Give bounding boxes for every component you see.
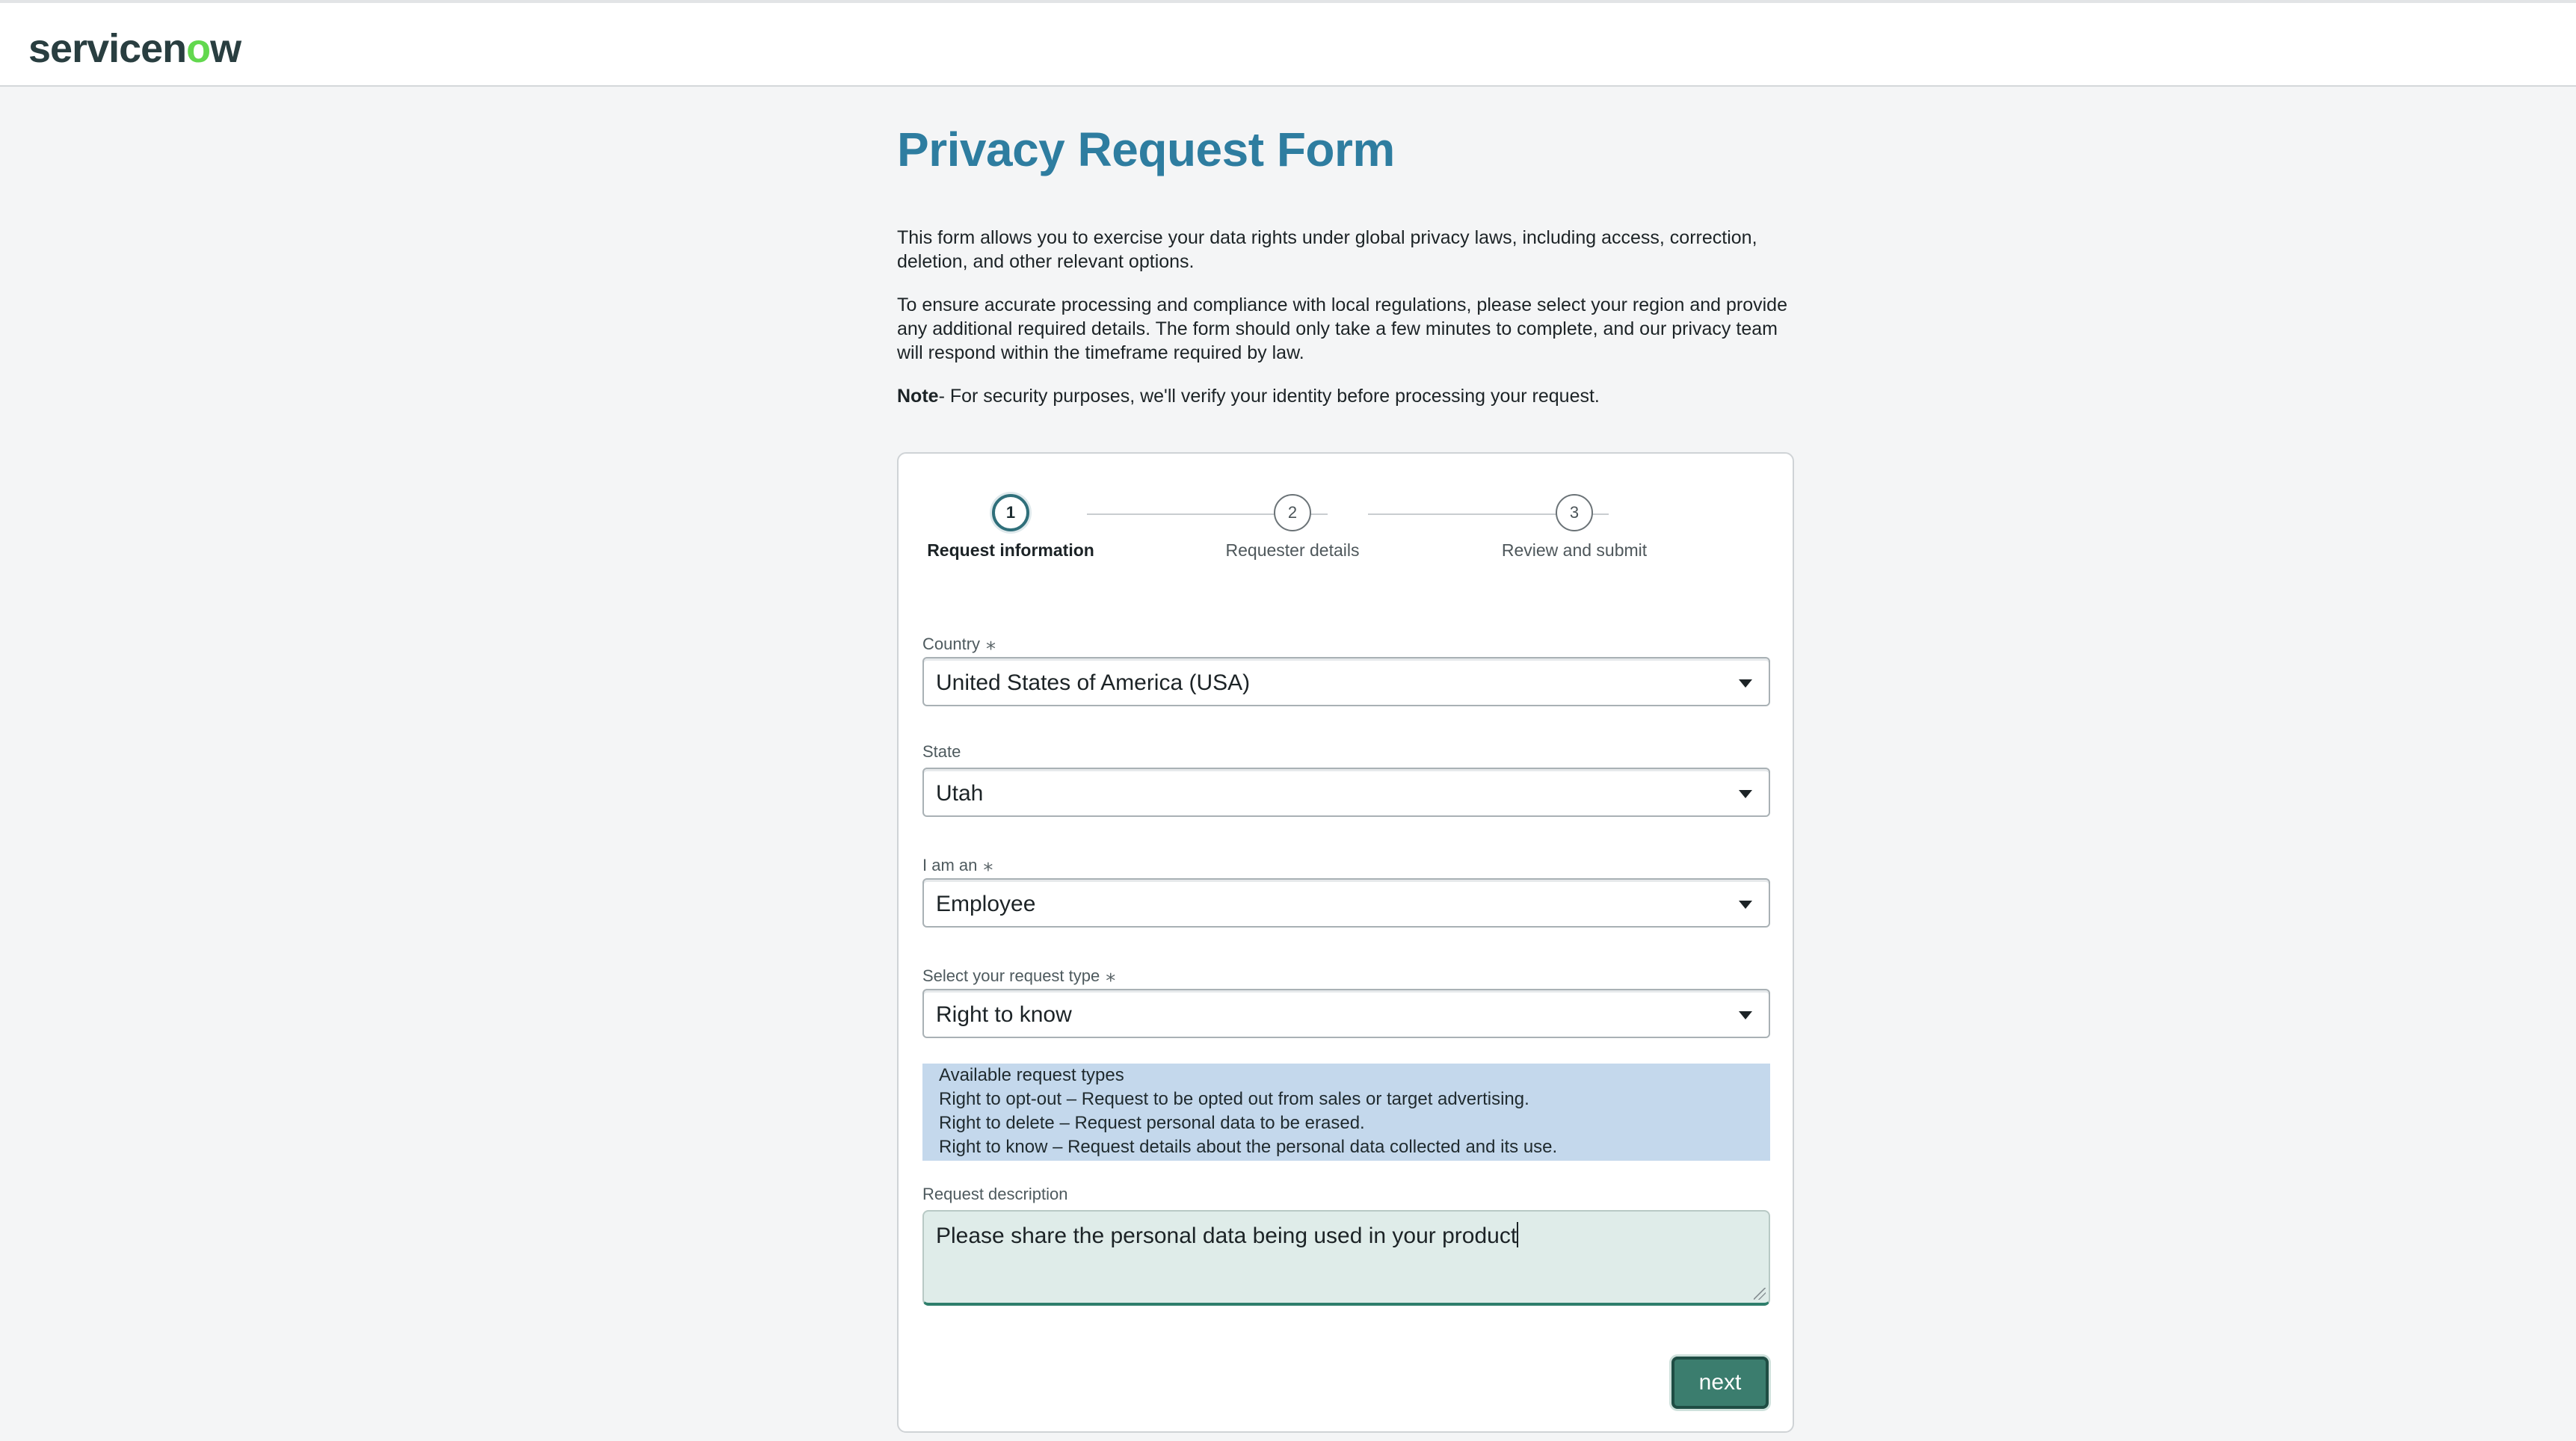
info-line: Right to delete – Request personal data to be erased. [939,1113,1365,1133]
text-cursor [1517,1222,1518,1247]
description-value: Please share the personal data being used in your product [936,1224,1517,1248]
page-content [897,118,1794,428]
note-paragraph [897,384,1794,408]
description-field [922,1185,1770,1306]
role-label: I am an ⁎ [922,853,993,875]
role-field [922,853,1770,928]
info-line: Right to opt-out – Request to be opted out from sales or target advertising. [939,1089,1529,1109]
request-type-label: Select your request type ⁎ [922,963,1116,986]
step-3-number: 3 [1556,494,1593,531]
step-2-label: Requester details [1225,540,1360,560]
resize-grip-icon[interactable] [1754,1288,1766,1300]
country-value: United States of America (USA) [936,670,1251,695]
description-label: Request description [922,1185,1068,1203]
state-select[interactable] [922,768,1770,817]
request-type-select[interactable] [922,989,1770,1038]
note-label: Note [897,386,939,407]
stepper [899,494,1796,569]
country-field [922,632,1770,706]
note-text: - For security purposes, we'll verify your identity before processing your request. [938,386,1600,407]
required-asterisk-icon: ⁎ [1106,963,1116,986]
request-type-value: Right to know [936,1002,1072,1027]
intro-paragraph-1: This form allows you to exercise your data rights under global privacy laws, including access, correction, deletion, and other relevant options. [897,227,1757,272]
intro-paragraph-2: To ensure accurate processing and compliance with local regulations, please select your region and provide any additional required details. The form should only take a few minutes to complete, and our privacy team will respond within the timeframe required by law. [897,294,1787,363]
role-select[interactable] [922,878,1770,928]
state-field [922,742,1770,817]
request-types-info [922,1064,1770,1161]
chevron-down-icon [1739,901,1752,909]
required-asterisk-icon: ⁎ [986,632,996,654]
page-title: Privacy Request Form [897,123,1395,176]
role-value: Employee [936,892,1036,916]
country-select[interactable] [922,657,1770,706]
step-1[interactable] [899,494,1123,561]
step-3-label: Review and submit [1501,540,1648,560]
next-button[interactable]: next [1671,1357,1769,1409]
top-bar [0,0,2576,87]
info-line: Right to know – Request details about the personal data collected and its use. [939,1137,1558,1157]
info-heading: Available request types [939,1065,1124,1085]
request-type-field [922,963,1770,1038]
required-asterisk-icon: ⁎ [983,853,993,875]
country-label: Country ⁎ [922,632,996,654]
chevron-down-icon [1739,679,1752,688]
servicenow-logo[interactable]: servicenow [28,26,241,71]
step-3[interactable] [1462,494,1686,561]
chevron-down-icon [1739,1011,1752,1019]
step-2[interactable] [1180,494,1405,561]
state-label: State [922,742,961,761]
step-1-number: 1 [992,494,1029,531]
chevron-down-icon [1739,790,1752,798]
description-textarea[interactable] [922,1210,1770,1306]
state-value: Utah [936,781,984,806]
step-1-label: Request information [927,540,1094,560]
intro-text [897,226,1794,408]
form-card [897,452,1794,1433]
step-2-number: 2 [1274,494,1311,531]
